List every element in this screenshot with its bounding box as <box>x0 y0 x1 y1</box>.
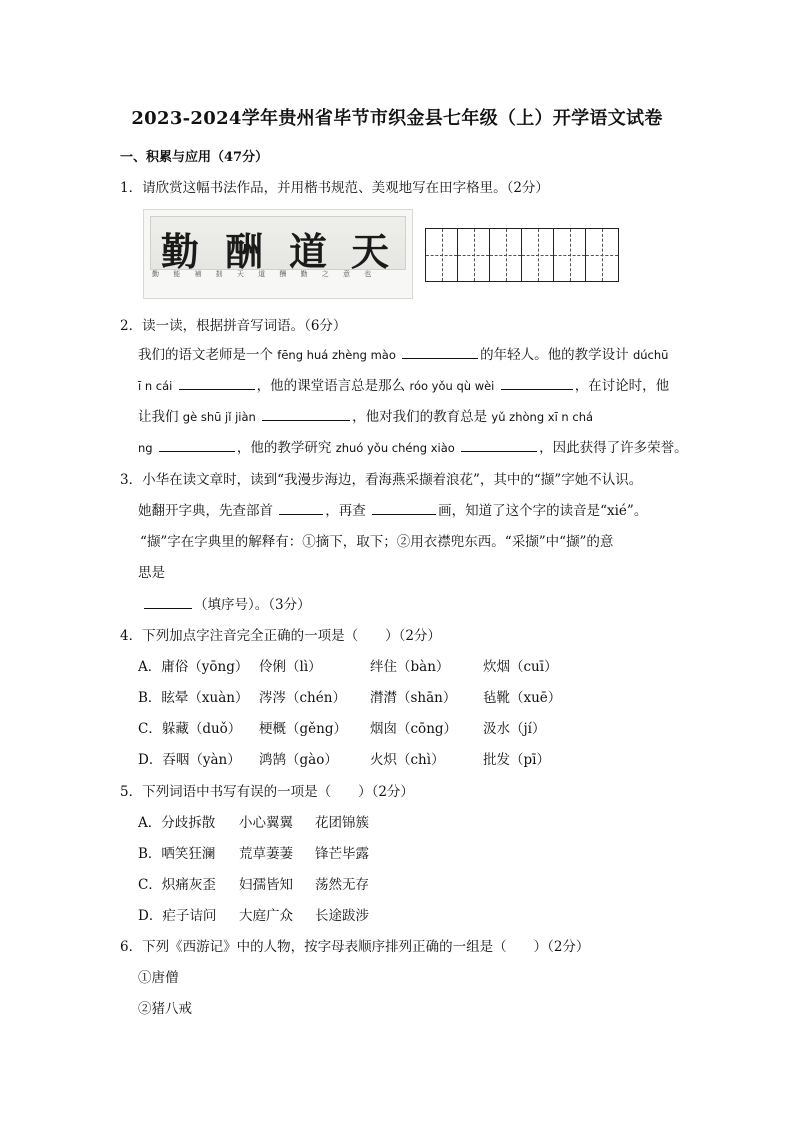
option-text: 烟囱（cōng） <box>370 721 458 737</box>
option-text: 毡靴（xuē） <box>483 690 562 706</box>
calligraphy-inscription: 勤 能 補 拙 天 道 酬 勤 之 意 也 <box>152 270 378 278</box>
option-text: 妇孺皆知 <box>239 877 293 893</box>
question-1: 1．请欣赏这幅书法作品，并用楷书规范、美观地写在田字格里。（2分） <box>120 180 549 196</box>
pinyin: ng <box>138 441 153 455</box>
q3-line-2 <box>138 499 647 519</box>
option-text: 批发（pī） <box>483 752 550 768</box>
pinyin: yǔ zhòng xī n chá <box>491 410 594 424</box>
text: （填序号）。（3分） <box>194 597 311 613</box>
pinyin: fēng huá zhèng mào <box>277 348 396 362</box>
option-text: 大庭广众 <box>239 908 293 924</box>
answer-blank[interactable] <box>179 375 255 390</box>
grid-cell[interactable] <box>490 229 522 281</box>
option-text: 鸿鹄（gào） <box>259 752 338 768</box>
answer-blank[interactable] <box>262 406 350 421</box>
option-text: 伶俐（lì） <box>259 659 322 675</box>
text: ，在讨论时，他 <box>574 378 670 394</box>
option-text: A．庸俗（yōng） <box>138 659 249 675</box>
option-text: 荡然无存 <box>315 877 369 893</box>
answer-blank[interactable] <box>461 437 537 452</box>
text: ，他对我们的教育总是 <box>352 409 488 425</box>
option-text: 小心翼翼 <box>239 815 293 831</box>
text: 我们的语文老师是一个 <box>138 347 273 363</box>
text: 她翻开字典，先查部首 <box>138 503 273 519</box>
calligraphy-char: 勤 <box>161 229 200 274</box>
grid-cell[interactable] <box>522 229 554 281</box>
option-text: 梗概（gěng） <box>259 721 347 737</box>
q3-line-4: 思是 <box>138 565 165 581</box>
calligraphy-char: 酬 <box>225 229 264 274</box>
q2-line-1 <box>138 343 668 363</box>
q2-line-4 <box>138 436 688 456</box>
question-3: 3．小华在读文章时，读到“我漫步海边，看海燕采撷着浪花”，其中的“撷”字她不认识。 <box>120 472 643 488</box>
option-text: 汲水（jí） <box>483 721 546 737</box>
pinyin: zhuó yǒu chéng xiào <box>335 441 455 455</box>
calligraphy-char: 天 <box>351 229 390 274</box>
answer-blank[interactable] <box>159 437 235 452</box>
text: 让我们 <box>138 409 179 425</box>
question-2: 2．读一读，根据拼音写词语。（6分） <box>120 318 347 334</box>
question-5: 5．下列词语中书写有误的一项是（ ）（2分） <box>120 784 414 800</box>
q2-line-3 <box>138 405 593 425</box>
text: ，因此获得了许多荣誉。 <box>539 440 688 456</box>
text: ，他的教学研究 <box>236 440 332 456</box>
tianzige-grid[interactable] <box>425 228 619 282</box>
option-text: 涔涔（chén） <box>259 690 346 706</box>
grid-cell[interactable] <box>426 229 458 281</box>
question-6: 6．下列《西游记》中的人物，按字母表顺序排列正确的一组是（ ）（2分） <box>120 939 590 955</box>
option-text: 长途跋涉 <box>315 908 369 924</box>
option-text: 绊住（bàn） <box>370 659 450 675</box>
answer-blank[interactable] <box>372 500 436 515</box>
question-4: 4．下列加点字注音完全正确的一项是（ ）（2分） <box>120 628 441 644</box>
pinyin: róo yǒu qù wèi <box>409 379 495 393</box>
calligraphy-image <box>143 209 413 299</box>
option-text: C．躲藏（duǒ） <box>138 721 242 737</box>
answer-blank[interactable] <box>144 594 192 609</box>
option-text: D．疟子诘问 <box>138 908 217 924</box>
option-text: 火炽（chì） <box>370 752 445 768</box>
text: 的年轻人。他的教学设计 <box>480 347 629 363</box>
section-heading: 一、积累与应用（47分） <box>120 150 269 165</box>
q6-item: ②猪八戒 <box>138 1001 192 1017</box>
pinyin: dúchū <box>632 348 669 362</box>
option-text: 炊烟（cuī） <box>483 659 558 675</box>
option-text: 花团锦簇 <box>315 815 369 831</box>
q3-line-5 <box>142 593 311 613</box>
text: ，他的课堂语言总是那么 <box>256 378 406 394</box>
page-title: 2023-2024学年贵州省毕节市织金县七年级（上）开学语文试卷 <box>131 108 663 129</box>
pinyin: ī n cái <box>138 379 173 393</box>
option-text: 锋芒毕露 <box>315 846 369 862</box>
grid-cell[interactable] <box>458 229 490 281</box>
option-text: A．分歧拆散 <box>138 815 216 831</box>
q2-line-2 <box>138 374 669 394</box>
option-text: B．哂笑狂澜 <box>138 846 216 862</box>
option-text: D．吞咽（yàn） <box>138 752 241 768</box>
q6-item: ①唐僧 <box>138 970 179 986</box>
text: 画，知道了这个字的读音是“xié”。 <box>438 503 648 519</box>
grid-cell[interactable] <box>586 229 618 281</box>
q3-line-3: “撷”字在字典里的解释有：①摘下，取下；②用衣襟兜东西。“采撷”中“撷”的意 <box>140 534 614 550</box>
answer-blank[interactable] <box>402 344 478 359</box>
answer-blank[interactable] <box>279 500 323 515</box>
text: ，再查 <box>325 503 366 519</box>
option-text: 潸潸（shān） <box>370 690 457 706</box>
option-text: B．眩晕（xuàn） <box>138 690 249 706</box>
calligraphy-char: 道 <box>289 229 328 274</box>
pinyin: gè shū jǐ jiàn <box>182 410 256 424</box>
grid-cell[interactable] <box>554 229 586 281</box>
option-text: 荒草萋萋 <box>239 846 293 862</box>
answer-blank[interactable] <box>501 375 573 390</box>
option-text: C．炽痛灰歪 <box>138 877 216 893</box>
